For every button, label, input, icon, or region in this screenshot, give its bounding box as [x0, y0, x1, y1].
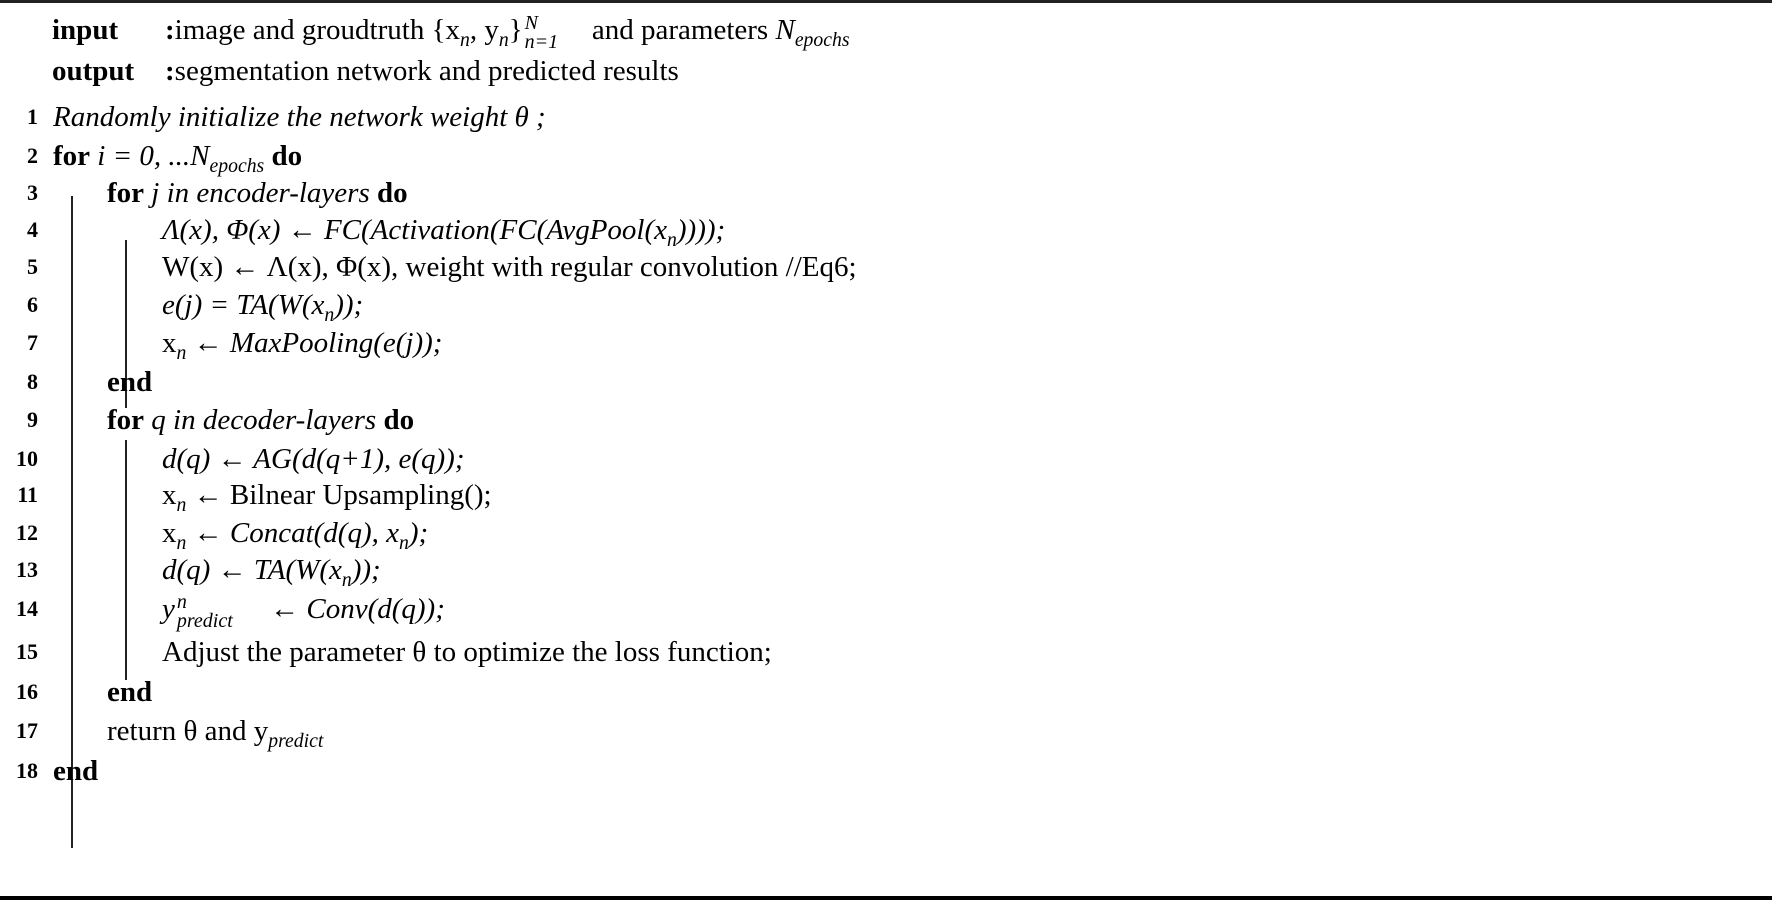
- output-separator: :: [165, 55, 175, 87]
- line-number: 18: [16, 758, 38, 783]
- line-number: 1: [27, 104, 38, 129]
- input-separator: :: [165, 14, 175, 46]
- for-epochs-block-rule: [71, 196, 73, 848]
- line-number: 10: [16, 446, 38, 471]
- input-text: image and groudtruth {x: [174, 14, 460, 46]
- line-number: 17: [16, 718, 38, 743]
- line-number: 14: [16, 596, 38, 621]
- output-label: output: [52, 55, 135, 87]
- input-label: input: [52, 14, 119, 46]
- line-number: 5: [27, 254, 38, 279]
- line-number: 15: [16, 639, 38, 664]
- line-number: 8: [27, 369, 38, 394]
- line-number: 6: [27, 292, 38, 317]
- line-number: 4: [27, 217, 38, 242]
- line-number: 3: [27, 180, 38, 205]
- line-number: 16: [16, 679, 38, 704]
- line-number: 2: [27, 143, 38, 168]
- line-number: 11: [17, 482, 38, 507]
- decoder-block-rule: [125, 440, 127, 680]
- bottom-rule: [0, 896, 1772, 900]
- line-number: 9: [27, 407, 38, 432]
- line-number: 7: [27, 330, 38, 355]
- line-number: 12: [16, 520, 38, 545]
- input-range: N n=1: [524, 12, 559, 54]
- line-number: 13: [16, 557, 38, 582]
- top-rule: [0, 0, 1772, 3]
- output-text: segmentation network and predicted results: [174, 55, 679, 87]
